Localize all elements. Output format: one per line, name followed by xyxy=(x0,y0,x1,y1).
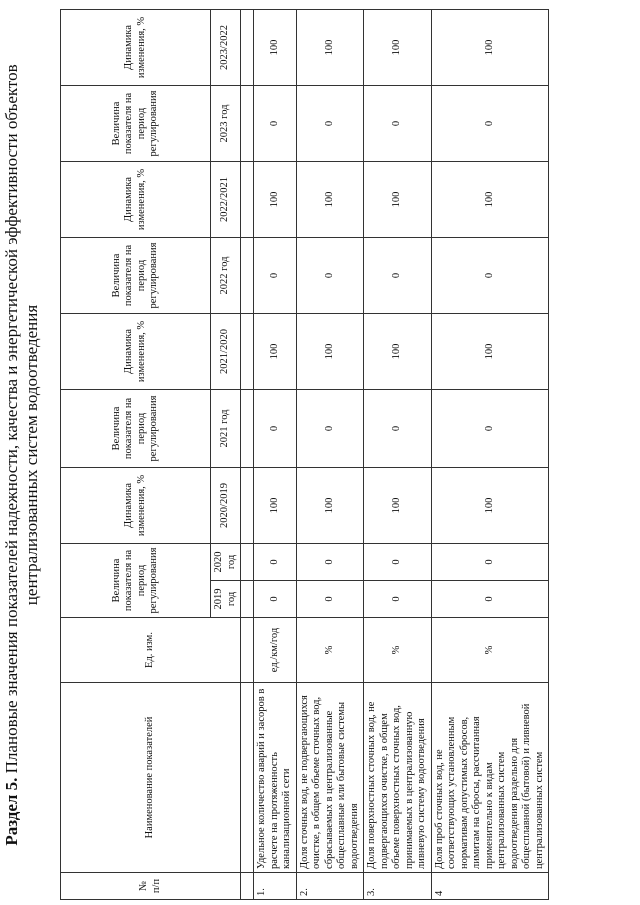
table-row xyxy=(364,9,432,899)
table-row xyxy=(296,9,364,899)
row-unit: % xyxy=(296,618,364,683)
dynamics-2023: 100 xyxy=(254,9,297,85)
value-2023: 0 xyxy=(431,85,549,161)
header-period-2023-2022: 2023/2022 xyxy=(211,9,241,85)
dynamics-2021: 100 xyxy=(254,313,297,389)
dynamics-2022: 100 xyxy=(364,161,432,237)
spacer-cell xyxy=(241,9,254,85)
row-num: 3. xyxy=(364,873,432,900)
header-year-2023: 2023 год xyxy=(211,85,241,161)
row-num: 4 xyxy=(431,873,549,900)
spacer-cell xyxy=(241,873,254,900)
row-unit: ед./км/год xyxy=(254,618,297,683)
value-2020: 0 xyxy=(254,543,297,580)
row-name: Доля сточных вод, не подвергающихся очистке, в общем объеме сточных вод, сбрасываемых в централизованные общесплавные или бытовые системы водоотведения xyxy=(296,683,364,873)
dynamics-2023: 100 xyxy=(364,9,432,85)
dynamics-2022: 100 xyxy=(296,161,364,237)
header-period-2021-2020: 2021/2020 xyxy=(211,313,241,389)
value-2022: 0 xyxy=(364,237,432,313)
table-row xyxy=(254,9,297,899)
header-name: Наименование показателей xyxy=(61,683,241,873)
header-period-2020-2019: 2020/2019 xyxy=(211,467,241,543)
dynamics-2023: 100 xyxy=(431,9,549,85)
row-unit: % xyxy=(364,618,432,683)
spacer-cell xyxy=(241,683,254,873)
spacer-cell xyxy=(241,313,254,389)
dynamics-2022: 100 xyxy=(254,161,297,237)
value-2021: 0 xyxy=(431,389,549,467)
dynamics-2020: 100 xyxy=(254,467,297,543)
header-unit: Ед. изм. xyxy=(61,618,241,683)
row-num: 1. xyxy=(254,873,297,900)
spacer-cell xyxy=(241,161,254,237)
row-name: Доля проб сточных вод, не соответствующих установленным нормативам допустимых сбросов, лимитам на сбросы, рассчитанная применительно к видам централизованных систем водоотведения раздельно для общесплавной (бытовой) и ливневой централизованных систем xyxy=(431,683,549,873)
value-2019: 0 xyxy=(254,581,297,618)
value-2022: 0 xyxy=(254,237,297,313)
spacer-cell xyxy=(241,543,254,580)
header-period-2022-2021: 2022/2021 xyxy=(211,161,241,237)
spacer-cell xyxy=(241,389,254,467)
value-2022: 0 xyxy=(431,237,549,313)
value-2023: 0 xyxy=(254,85,297,161)
value-2019: 0 xyxy=(296,581,364,618)
value-2020: 0 xyxy=(431,543,549,580)
dynamics-2020: 100 xyxy=(431,467,549,543)
row-name: Доля поверхностных сточных вод, не подвергающихся очистке, в общем объеме поверхностных сточных вод, принимаемых в централизованную ливневую систему водоотведения xyxy=(364,683,432,873)
dynamics-2021: 100 xyxy=(364,313,432,389)
header-dynamics-2022: Динамика изменения, % xyxy=(61,161,211,237)
header-year-2020: 2020 год xyxy=(211,543,241,580)
value-2021: 0 xyxy=(296,389,364,467)
section-title-text: Плановые значения показателей надежности, качества и энергетической эффективности объектов централизованных систем водоотведения xyxy=(2,64,41,774)
value-2019: 0 xyxy=(431,581,549,618)
dynamics-2021: 100 xyxy=(296,313,364,389)
spacer-cell xyxy=(241,618,254,683)
section-title xyxy=(2,35,42,875)
row-name: Удельное количество аварий и засоров в расчете на протяженность канализационной сети xyxy=(254,683,297,873)
spacer-cell xyxy=(241,581,254,618)
header-dynamics-2021: Динамика изменения, % xyxy=(61,313,211,389)
value-2020: 0 xyxy=(296,543,364,580)
section-title-prefix: Раздел 5. xyxy=(2,777,21,846)
table-row xyxy=(431,9,549,899)
value-2020: 0 xyxy=(364,543,432,580)
header-num: № п/п xyxy=(61,873,241,900)
header-year-2022: 2022 год xyxy=(211,237,241,313)
row-num: 2. xyxy=(296,873,364,900)
header-value-2022: Величина показателя на период регулирования xyxy=(61,237,211,313)
value-2023: 0 xyxy=(296,85,364,161)
dynamics-2021: 100 xyxy=(431,313,549,389)
header-value-2019-2020: Величина показателя на период регулирования xyxy=(61,543,211,617)
header-year-2021: 2021 год xyxy=(211,389,241,467)
header-value-2023: Величина показателя на период регулирования xyxy=(61,85,211,161)
indicators-table xyxy=(60,9,549,900)
header-year-2019: 2019 год xyxy=(211,581,241,618)
dynamics-2020: 100 xyxy=(364,467,432,543)
dynamics-2020: 100 xyxy=(296,467,364,543)
spacer-cell xyxy=(241,467,254,543)
value-2021: 0 xyxy=(364,389,432,467)
spacer-cell xyxy=(241,85,254,161)
spacer-cell xyxy=(241,237,254,313)
value-2021: 0 xyxy=(254,389,297,467)
header-dynamics-2020: Динамика изменения, % xyxy=(61,467,211,543)
header-value-2021: Величина показателя на период регулирования xyxy=(61,389,211,467)
value-2019: 0 xyxy=(364,581,432,618)
value-2023: 0 xyxy=(364,85,432,161)
value-2022: 0 xyxy=(296,237,364,313)
row-unit: % xyxy=(431,618,549,683)
dynamics-2022: 100 xyxy=(431,161,549,237)
dynamics-2023: 100 xyxy=(296,9,364,85)
header-dynamics-2023: Динамика изменения, % xyxy=(61,9,211,85)
